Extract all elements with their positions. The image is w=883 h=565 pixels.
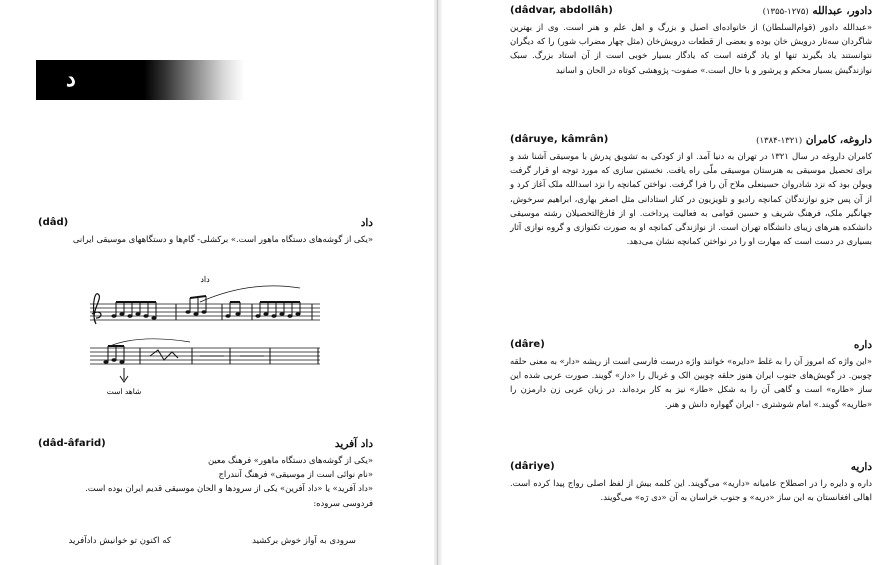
entry-title: داریه (850, 461, 872, 473)
entry-body: «این واژه که امروز آن را به غلط «دایره» خوانند واژه درست فارسی است از ریشه «دار» به معنی حلقه چوبین. در گویش‌های جنوب ایران هنوز حلقه چوبین الک و غربال را «دار» گویند. صورت عربی شده این ساز «طاره» است و گاهی آن را به شکل «طار» نیز به کار برده‌اند. در زبان عربی زن دارمزن را «طاریه» گویند.» امام شوشتری - ایران گهواره دانش و هنر. (510, 356, 872, 409)
entry-transliteration: (dâd) (38, 217, 69, 228)
entry-dad-afarid (38, 438, 373, 510)
music-label-below: شاهد است (106, 387, 142, 396)
poem-hemistich-2: که اکنون تو خوانیش دادآفرید (68, 536, 171, 546)
entry-daruye (510, 134, 872, 248)
entry-title: داد (360, 217, 373, 229)
entry-title: داروغه، کامران (۱۳۲۱-۱۳۸۴) (756, 134, 872, 146)
entry-dad (38, 217, 373, 246)
entry-dare (510, 339, 872, 411)
entry-body: داره و دایره را در اصطلاح عامیانه «داریه» می‌گویند. این کلمه بیش از لفظ اصلی رواج پیدا کرده است. اهالی افغانستان به این ساز «دریه» و جنوب خراسان به آن «دی رَه» می‌گویند. (510, 478, 872, 503)
entry-line: «داد آفرید» یا «داد آفرین» یکی از سرودها و الحان موسیقی قدیم ایران بوده است. (85, 483, 373, 494)
poem-hemistich-1: سرودی به آواز خوش برکشید (252, 536, 356, 546)
entry-years: (۱۳۲۱-۱۳۸۴) (756, 136, 803, 146)
entry-title: داد آفرید (334, 438, 373, 450)
entry-line: فردوسی سروده: (313, 497, 373, 508)
entry-line: «نام نوائی است از موسیقی» فرهنگ آنندراج (218, 469, 373, 480)
section-letter: د (66, 66, 76, 92)
entry-title: دادور، عبدالله (۱۲۷۵-۱۳۵۵) (762, 5, 872, 17)
music-label-above: داد (200, 275, 210, 284)
entry-transliteration: (dâriye) (510, 461, 555, 472)
entry-body: «یکی از گوشه‌های دستگاه ماهور است.» برکشلی- گام‌ها و دستگاههای موسیقی ایرانی (72, 234, 373, 244)
left-page (0, 0, 436, 565)
entry-title: داره (853, 339, 872, 351)
letter-banner (36, 60, 244, 100)
entry-transliteration: (dâre) (510, 339, 545, 350)
entry-transliteration: (dâdvar, abdollâh) (510, 5, 613, 16)
entry-years: (۱۲۷۵-۱۳۵۵) (762, 7, 809, 17)
entry-dadvar (510, 5, 872, 77)
right-page (440, 0, 883, 565)
entry-body: کامران داروغه در سال ۱۳۲۱ در تهران به دنیا آمد. او از کودکی به تشویق پدرش با موسیقی آشنا شد و برای تحصیل موسیقی به هنرستان موسیقی ملّی راه یافت. نخستین سازی که مورد توجه او قرار گرفت ویولن بود که نزد شادروان حسینعلی ملاح آن را فرا گرفت. نواختن کمانچه را نزد اسدالله ملک آغاز کرد و از آن پس جزو نوازندگان کمانچه رادیو و تلویزیون در کنار استادانی مثل اصغر بهاری، ابراهیم سرخوش، جهانگیر ملک، فرهنگ شریف و حسین قوامی به فعالیت پرداخت. او از فارغ‌التحصیلان رشته موسیقی دانشکده هنرهای زیبای دانشگاه تهران است. از نوازندگی کمانچه او به صورت تکنوازی و گروه نوازی آثار بسیاری در دست است که مهارت او را در نواختن کمانچه نشان می‌دهد. (510, 151, 872, 247)
entry-body: «عبدالله دادور (قوام‌السلطان) از خانواده‌ای اصیل و بزرگ و اهل علم و هنر است. وی از بهترین شاگردان سه‌تار درویش خان بوده و بعضی از قطعات درویش‌خان (مثل چهار مضراب شور) را که دیگران نتوانستند یاد بگیرند تنها او یاد گرفته است که یادگار بسیار خوبی است از آن استاد بزرگ. سبک نوازندگیش بسیار محکم و پرشور و با حال است.» صفوت- پژوهشی کوتاه در الحان و اسانید (510, 22, 872, 75)
entry-transliteration: (dâruye, kâmrân) (510, 134, 609, 145)
entry-dariye (510, 461, 872, 504)
music-notation-figure (80, 272, 340, 402)
entry-transliteration: (dâd-âfarid) (38, 438, 106, 449)
entry-line: «یکی از گوشه‌های دستگاه ماهور» فرهنگ معین (207, 455, 373, 465)
